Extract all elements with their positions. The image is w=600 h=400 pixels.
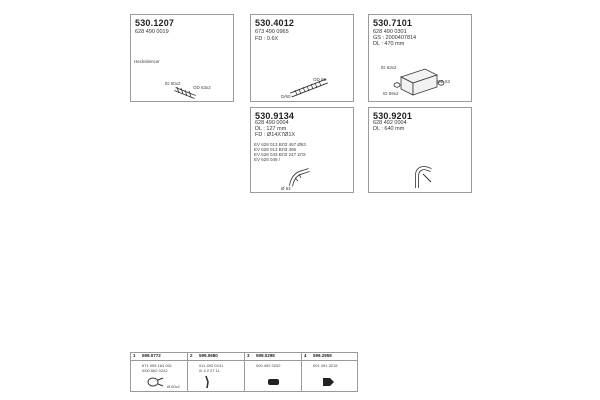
oe-number: 0/ 4 2 27 11 <box>199 368 220 373</box>
dimension-label: ID 63x2 <box>381 65 397 70</box>
application-note: ЕV 628 013 ВЛЗ 497 Ø83 <box>254 142 306 147</box>
item-number: 4 <box>304 353 307 358</box>
accessory-item[interactable] <box>188 353 245 391</box>
application-note: ЕV 628 013 ВЛЗ 486 <box>254 147 297 152</box>
clamp-icon <box>145 375 167 389</box>
part-card-530-9201[interactable] <box>368 107 472 193</box>
part-number: 530.9201 <box>373 111 413 121</box>
accessory-header <box>302 353 358 361</box>
dimension-label: Ø 60x2 <box>167 384 180 389</box>
dimension-label: Ø 62 <box>281 186 291 191</box>
accessory-header <box>131 353 187 361</box>
dimension-label: D/60 <box>281 94 291 99</box>
item-number: 1 <box>133 353 136 358</box>
part-note: Hecksilencer <box>134 59 160 64</box>
part-number: 530.4012 <box>255 18 295 28</box>
rubber-mount-icon <box>267 377 281 387</box>
pipe-bend-illustration <box>409 162 439 192</box>
bracket-icon <box>322 376 336 388</box>
dimension-label: ID 60x2 <box>165 81 181 86</box>
part-card-530-4012[interactable] <box>250 14 354 102</box>
part-number: 530.1207 <box>135 18 175 28</box>
part-number: 530.7101 <box>373 18 413 28</box>
flex-pipe-illustration <box>285 73 335 101</box>
oe-number: 011 492 0241 <box>199 363 224 368</box>
part-number: 599.0772 <box>142 353 161 358</box>
item-number: 2 <box>190 353 193 358</box>
oe-number: 671 995 164 001 <box>142 363 173 368</box>
dimension-label: OD 63 <box>437 79 451 84</box>
part-number: 599.2959 <box>313 353 332 358</box>
spec-line: DL : 640 mm <box>373 126 405 132</box>
part-card-530-7101[interactable] <box>368 14 472 102</box>
part-card-530-9134[interactable] <box>250 107 354 193</box>
accessories-table <box>130 352 358 392</box>
spec-line: GS : 2000407814 <box>373 35 417 41</box>
oe-number: 628 490 0004 <box>255 120 289 126</box>
hanger-icon <box>202 374 218 390</box>
oe-number: 628 490 0019 <box>135 29 169 35</box>
dimension-label: OD 65 <box>313 77 327 82</box>
oe-number: 628 492 0004 <box>373 120 407 126</box>
part-number: 530.9134 <box>255 111 295 121</box>
oe-number: 001 491 3215 <box>313 363 338 368</box>
accessory-item[interactable] <box>245 353 302 391</box>
spec-line: FD : Ø14X7Ø1X <box>255 132 296 138</box>
item-number: 3 <box>247 353 250 358</box>
spec-line: DL : 127 mm <box>255 126 287 132</box>
silencer-pipe-illustration <box>161 75 221 103</box>
part-number: 599.0680 <box>199 353 218 358</box>
accessory-item[interactable] <box>131 353 188 391</box>
oe-number: 0/00 662 0242 <box>142 368 168 373</box>
spec-line: DL : 470 mm <box>373 41 405 47</box>
dimension-label: OD 63x2 <box>193 85 211 90</box>
application-note: ЕV 628 049 / <box>254 157 281 162</box>
accessory-header <box>188 353 244 361</box>
application-note: ЕV 628 043 ВЛЗ 247 2ЛЗ <box>254 152 306 157</box>
oe-number: 628 490 0301 <box>373 29 407 35</box>
oe-number: 673 490 0965 <box>255 29 289 35</box>
spec-line: FD : 0.6X <box>255 36 279 42</box>
oe-number: 000 492 0292 <box>256 363 281 368</box>
part-number: 599.0298 <box>256 353 275 358</box>
dimension-label: ID 69x2 <box>383 91 399 96</box>
part-card-530-1207[interactable] <box>130 14 234 102</box>
accessory-item[interactable] <box>302 353 358 391</box>
accessory-header <box>245 353 301 361</box>
